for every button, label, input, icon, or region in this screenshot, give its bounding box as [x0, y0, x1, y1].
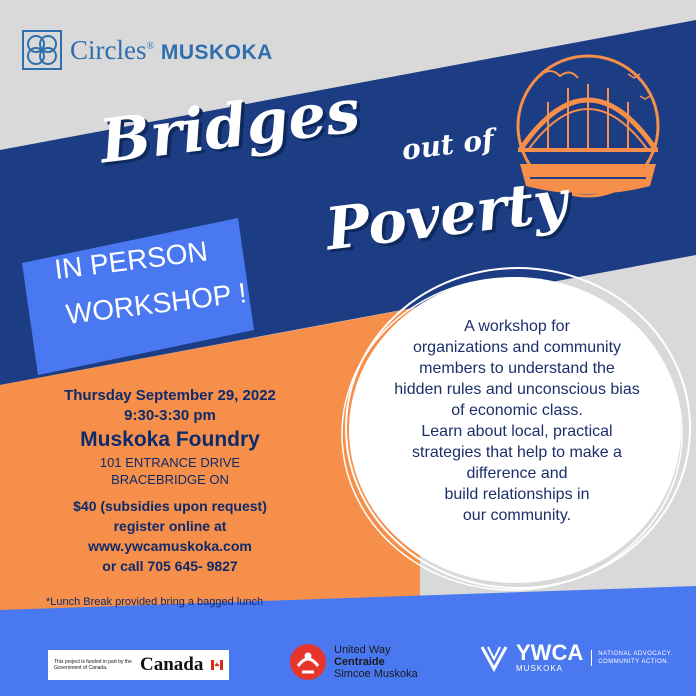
- canada-wordmark: Canada: [140, 654, 204, 675]
- ywca-sub: MUSKOKA: [516, 664, 564, 673]
- circles-muskoka-logo: [22, 30, 273, 70]
- description-line: members to understand the: [419, 360, 615, 377]
- united-way-line-1: United Way: [334, 644, 391, 656]
- logo-wordmark: Circles® MUSKOKA: [70, 34, 273, 65]
- phone-text: or call 705 645- 9827: [102, 558, 238, 574]
- ywca-tagline: [591, 650, 672, 666]
- ywca-name: YWCA: [516, 640, 584, 665]
- ywca-wordmark: [516, 642, 583, 673]
- event-venue: Muskoka Foundry: [80, 428, 260, 451]
- title-poverty: Poverty: [322, 166, 571, 264]
- description-line: build relationships in: [444, 486, 590, 503]
- ywca-tag-2: COMMUNITY ACTION.: [598, 658, 670, 665]
- canada-funding-note: This project is funded in part by the Government of Canada.: [54, 659, 132, 671]
- description-line: organizations and community: [412, 339, 622, 356]
- event-address-1: 101 ENTRANCE DRIVE: [99, 455, 241, 470]
- description-line: difference and: [466, 465, 568, 482]
- ywca-tag-1: NATIONAL ADVOCACY.: [598, 650, 673, 657]
- workshop-description: [372, 316, 662, 526]
- banner-line-1: IN PERSON: [52, 235, 210, 286]
- lunch-note: *Lunch Break provided bring a bagged lunch: [46, 596, 264, 608]
- event-time: 9:30-3:30 pm: [124, 407, 216, 424]
- canada-flag-icon: [211, 660, 223, 670]
- united-way-line-2: Centraide: [334, 656, 385, 668]
- description-line: A workshop for: [464, 318, 570, 335]
- united-way-text: [334, 644, 418, 680]
- event-price: $40 (subsidies upon request): [73, 498, 267, 514]
- ywca-chevron-icon: [480, 643, 508, 673]
- description-line: hidden rules and unconscious bias: [394, 381, 640, 398]
- united-way-hand-icon: [288, 642, 328, 682]
- description-line: strategies that help to make a: [412, 444, 622, 461]
- banner-line-2: WORKSHOP !: [64, 277, 249, 330]
- event-address-2: BRACEBRIDGE ON: [111, 472, 229, 487]
- title-out-of: out of: [400, 122, 496, 167]
- canada-funding-logo: [48, 650, 229, 680]
- title-bridges: Bridges: [96, 76, 364, 178]
- event-date: Thursday September 29, 2022: [64, 387, 276, 404]
- ywca-logo: [480, 642, 672, 673]
- register-text: register online at: [113, 518, 227, 534]
- event-details: [40, 386, 300, 576]
- description-line: our community.: [462, 507, 572, 524]
- description-line: of economic class.: [451, 402, 583, 419]
- website-link[interactable]: www.ywcamuskoka.com: [88, 538, 252, 554]
- united-way-line-3: Simcoe Muskoka: [334, 668, 418, 680]
- united-way-logo: [288, 642, 418, 682]
- description-line: Learn about local, practical: [421, 423, 613, 440]
- knot-icon: [22, 30, 62, 70]
